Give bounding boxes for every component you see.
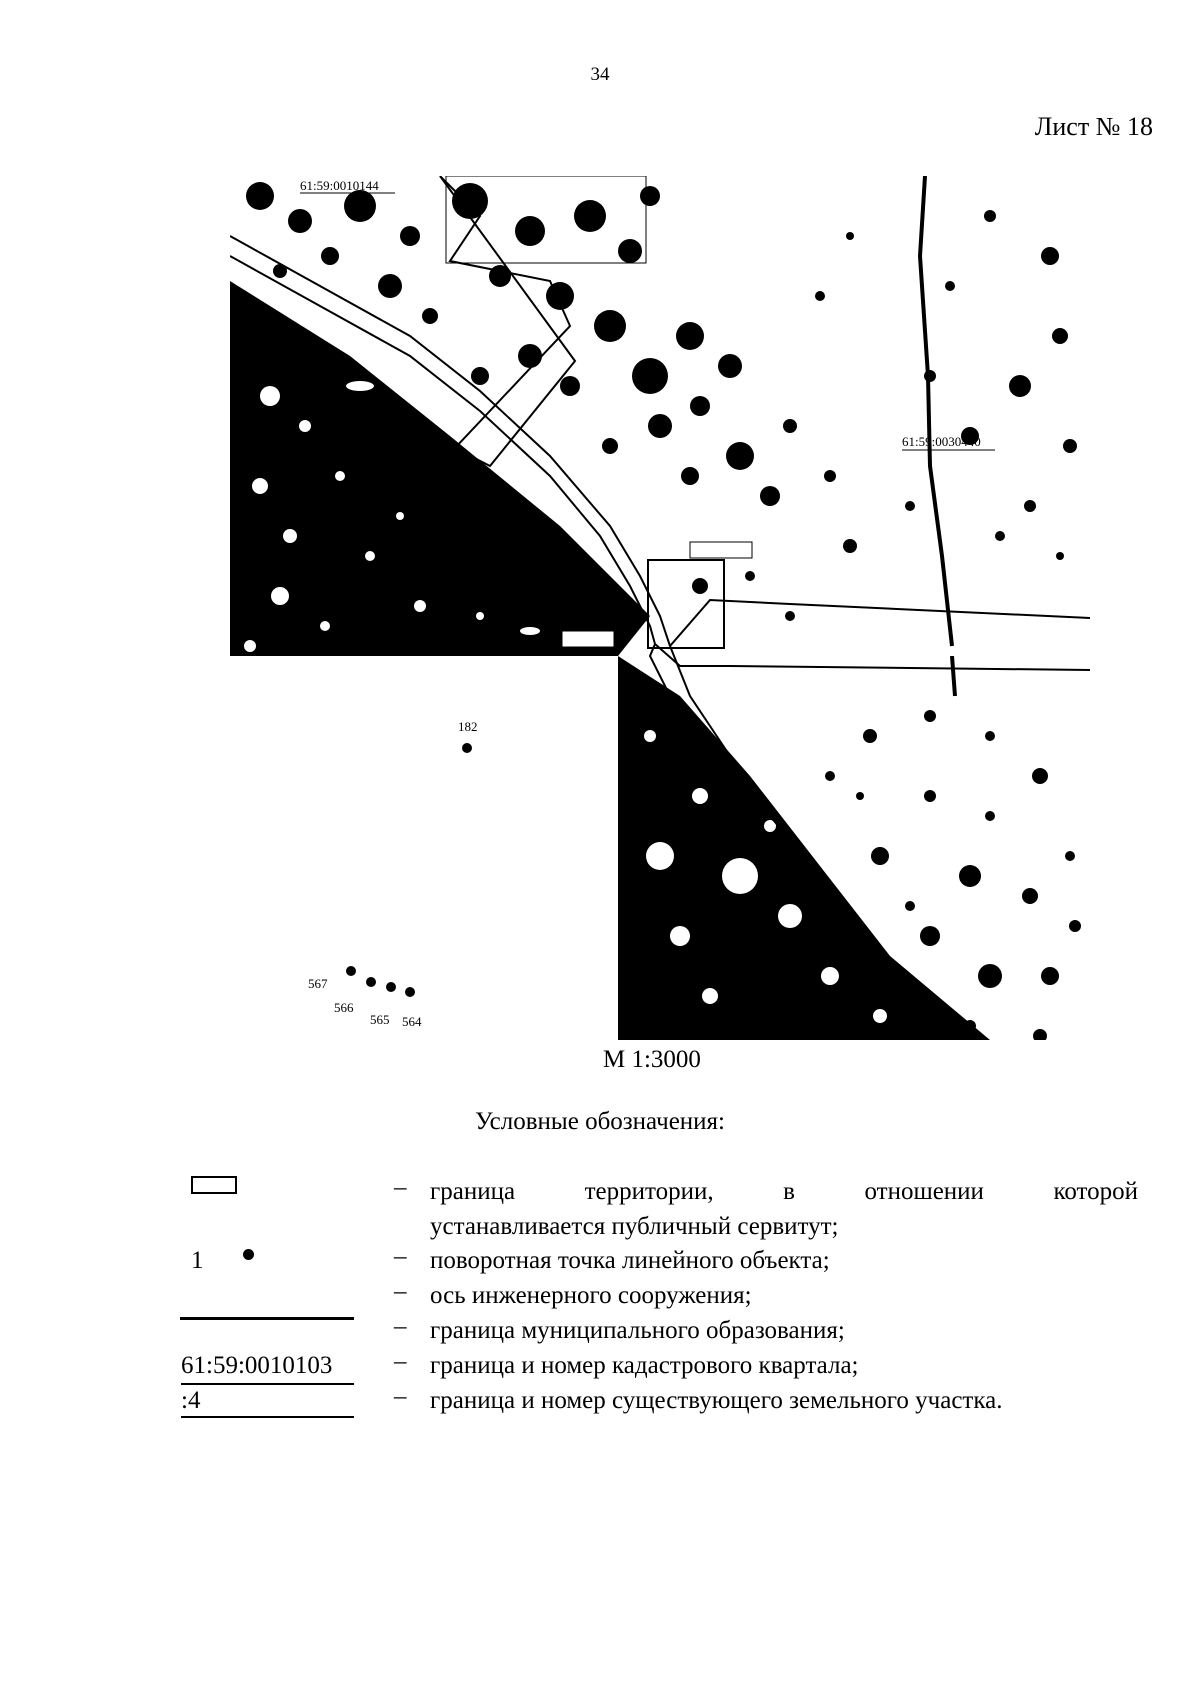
legend-symbol-point-number: 1 [191, 1247, 204, 1274]
servitude-boundary-label-box [562, 631, 614, 647]
legend-dash: – [394, 1278, 407, 1305]
legend-dash: – [394, 1174, 407, 1201]
map [230, 176, 1090, 1040]
legend-item-cadastral-quarter: граница и номер кадастрового квартала; [430, 1352, 859, 1379]
legend-symbol-point-icon [243, 1249, 254, 1260]
turning-point-label: 566 [334, 1000, 354, 1015]
turning-point [366, 977, 376, 987]
legend-symbol-parcel-number: :4 [181, 1387, 201, 1414]
legend-dash: – [394, 1243, 407, 1270]
aerial-imagery-top [230, 176, 1090, 656]
legend-symbol-cadastral-number: 61:59:0010103 [181, 1352, 333, 1379]
turning-point-label: 564 [402, 1014, 422, 1029]
turning-point-label: 182 [458, 719, 478, 734]
legend-dash: – [394, 1348, 407, 1375]
page-number: 34 [590, 64, 610, 85]
legend-dash: – [394, 1383, 407, 1410]
legend-item-municipal-boundary: граница муниципального образования; [430, 1317, 845, 1344]
legend-symbol-servitude [191, 1176, 237, 1194]
turning-point [386, 982, 396, 992]
legend-item-turning-point: поворотная точка линейного объекта; [430, 1247, 830, 1274]
turning-point-label: 567 [308, 976, 328, 991]
legend-item-servitude: граница территории, в отношении которой устанавливается публичный сервитут; [430, 1178, 1138, 1240]
legend-title: Условные обозначения: [474, 1108, 726, 1135]
legend-symbol-parcel-underline [181, 1416, 354, 1418]
turning-point-label: 565 [370, 1012, 390, 1027]
legend-dash: – [394, 1313, 407, 1340]
cadastral-label: 61:59:0030440 [902, 434, 981, 449]
legend-item-land-parcel: граница и номер существующего земельного участка. [430, 1387, 1003, 1414]
legend-symbol-municipal-boundary [180, 1317, 354, 1320]
sheet-label: Лист № 18 [1034, 112, 1153, 141]
turning-points [308, 719, 478, 1029]
legend-item-engineering-axis: ось инженерного сооружения; [430, 1282, 752, 1309]
turning-point [346, 966, 356, 976]
aerial-imagery-bottom [618, 656, 1090, 1040]
cadastral-label: 61:59:0010144 [300, 178, 379, 193]
servitude-boundary-label-box [690, 542, 752, 558]
turning-point [462, 743, 472, 753]
turning-point [405, 987, 415, 997]
legend-symbol-cadastral-underline [181, 1383, 354, 1385]
map-scale: М 1:3000 [603, 1046, 701, 1073]
